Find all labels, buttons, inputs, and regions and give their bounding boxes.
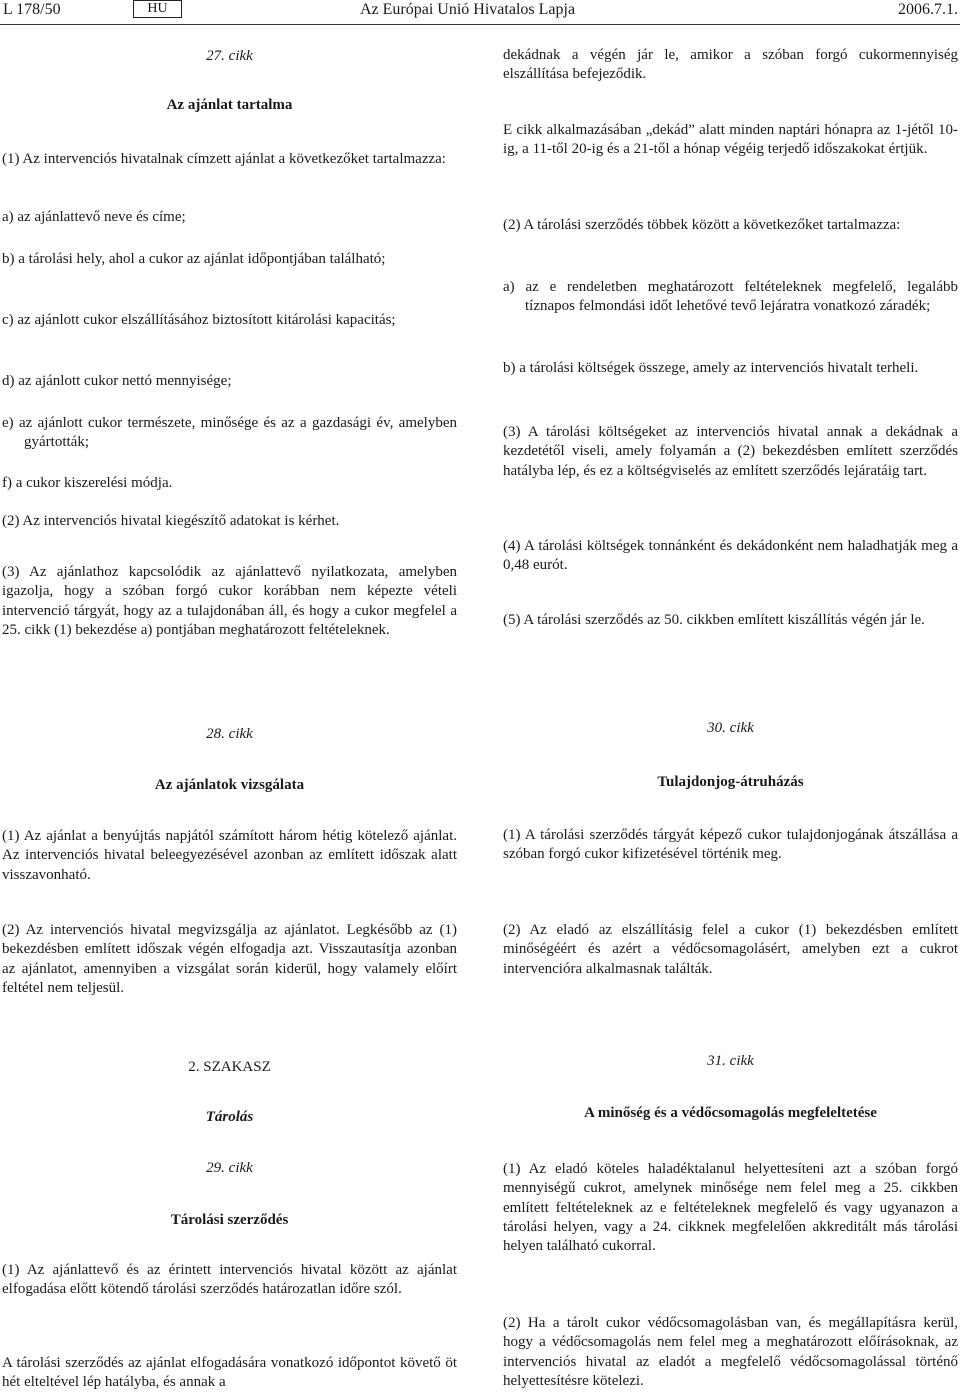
article-30-para-2: (2) Az eladó az elszállításig felel a cukor (1) bekezdésben említett minőségéért és azért a védőcsomagolásért, amelyben ezt a cukrot intervencióra alkalmasnak találták.: [503, 922, 958, 977]
article-30-number: 30. cikk: [707, 720, 754, 736]
article-27-item-f: f) a cukor kiszerelési módja.: [2, 475, 173, 491]
article-28-number: 28. cikk: [206, 726, 253, 742]
article-27-para-2: (2) Az intervenciós hivatal kiegészítő adatokat is kérhet.: [2, 513, 340, 529]
article-29-item-b: b) a tárolási költségek összege, amely az intervenciós hivatalt terheli.: [503, 360, 919, 376]
publication-date: 2006.7.1.: [898, 1, 958, 18]
article-30-title: Tulajdonjog-átruházás: [657, 774, 804, 790]
article-27-number: 27. cikk: [206, 48, 253, 64]
article-31-para-1: (1) Az eladó köteles haladéktalanul helyettesíteni azt a szóban forgó mennyiségű cukrot, amelynek minősége nem felel meg a 25. cikkben említett feltételeknek az e feltételeknek megfelelő és vagy ugyanazon a tárolási helyen, vagy a 24. cikknek megfelelően akkreditált más tárolási helyen található cukorral.: [503, 1161, 958, 1255]
journal-title: Az Európai Unió Hivatalos Lapja: [360, 1, 576, 18]
article-29-item-a: a) az e rendeletben meghatározott feltételeknek megfelelő, legalább tíznapos felmondási időt lehetővé tevő lejáratra vonatkozó záradék;: [503, 279, 958, 315]
article-29-para-3: (3) A tárolási költségeket az intervenciós hivatal annak a dekádnak a kezdetétől viseli, amely folyamán a (2) bekezdésben említett szerződés hatályba lép, és ez a költségviselés az említett szerződés lejáratáig tart.: [503, 424, 958, 479]
page-number: L 178/50: [3, 1, 61, 18]
article-27-item-e: e) az ajánlott cukor természete, minősége és az a gazdasági év, amelyben gyártották;: [2, 415, 457, 451]
article-29-para-1b: A tárolási szerződés az ajánlat elfogadására vonatkozó időpontot követő öt hét elteltével lép hatályba, és annak a: [2, 1355, 457, 1391]
article-27-item-a: a) az ajánlattevő neve és címe;: [2, 209, 186, 225]
article-31-para-2: (2) Ha a tárolt cukor védőcsomagolásban van, és megállapításra kerül, hogy a védőcsomagolás nem felel meg a meghatározott előírásoknak, az intervenciós hivatal az eladót a megfelelő védőcsomagolással történő helyettesítésre kötelezi.: [503, 1315, 958, 1389]
article-27-item-d: d) az ajánlott cukor nettó mennyisége;: [2, 373, 232, 389]
article-31-number: 31. cikk: [707, 1053, 754, 1069]
article-28-title: Az ajánlatok vizsgálata: [154, 777, 305, 793]
article-31-title: A minőség és a védőcsomagolás megfeleltetése: [584, 1105, 877, 1121]
article-27-title: Az ajánlat tartalma: [166, 97, 293, 113]
page-header: [0, 0, 960, 22]
article-27-item-b: b) a tárolási hely, ahol a cukor az ajánlat időpontjában található;: [2, 251, 386, 267]
article-29-title: Tárolási szerződés: [170, 1212, 289, 1228]
article-29-number: 29. cikk: [206, 1160, 253, 1176]
article-29-para-2: (2) A tárolási szerződés többek között a következőket tartalmazza:: [503, 217, 901, 233]
dekad-definition: E cikk alkalmazásában „dekád” alatt minden naptári hónapra az 1-jétől 10-ig, a 11-től 20-ig és a 21-től a hónap végéig terjedő időszakokat értjük.: [503, 122, 958, 158]
article-29-continuation: dekádnak a végén jár le, amikor a szóban forgó cukormennyiség elszállítása befejeződik.: [503, 47, 958, 83]
article-27-para-1: (1) Az intervenciós hivatalnak címzett ajánlat a következőket tartalmazza:: [2, 151, 446, 167]
section-number: 2. SZAKASZ: [188, 1059, 271, 1075]
header-rule: [0, 24, 960, 25]
section-title: Tárolás: [205, 1109, 254, 1125]
article-29-para-5: (5) A tárolási szerződés az 50. cikkben említett kiszállítás végén jár le.: [503, 612, 925, 628]
article-29-para-4: (4) A tárolási költségek tonnánként és dekádonként nem haladhatják meg a 0,48 eurót.: [503, 538, 958, 574]
article-29-para-1: (1) Az ajánlattevő és az érintett intervenciós hivatal között az ajánlat elfogadása előtt kötendő tárolási szerződés határozatlan időre szól.: [2, 1262, 457, 1298]
article-27-para-3: (3) Az ajánlathoz kapcsolódik az ajánlattevő nyilatkozata, amelyben igazolja, hogy a szóban forgó cukor korábban nem képezte vételi intervenció tárgyát, hogy az a tulajdonában áll, és hogy a cukor megfelel a 25. cikk (1) bekezdése a) pontjában meghatározott feltételeknek.: [2, 564, 457, 638]
article-27-item-c: c) az ajánlott cukor elszállításához biztosított kitárolási kapacitás;: [2, 312, 396, 328]
article-28-para-1: (1) Az ajánlat a benyújtás napjától számított három hétig kötelező ajánlat. Az intervenciós hivatal beleegyezésével azonban az említett időszak alatt visszavonható.: [2, 828, 457, 883]
article-30-para-1: (1) A tárolási szerződés tárgyát képező cukor tulajdonjogának átszállása a szóban forgó cukor kifizetésével történik meg.: [503, 827, 958, 863]
language-badge: HU: [133, 0, 182, 18]
article-28-para-2: (2) Az intervenciós hivatal megvizsgálja az ajánlatot. Legkésőbb az (1) bekezdésben említett időszak végén elfogadja azt. Visszautasítja azonban az ajánlatot, amennyiben a vizsgálat során kiderül, hogy valamely előírt feltétel nem teljesül.: [2, 922, 457, 996]
